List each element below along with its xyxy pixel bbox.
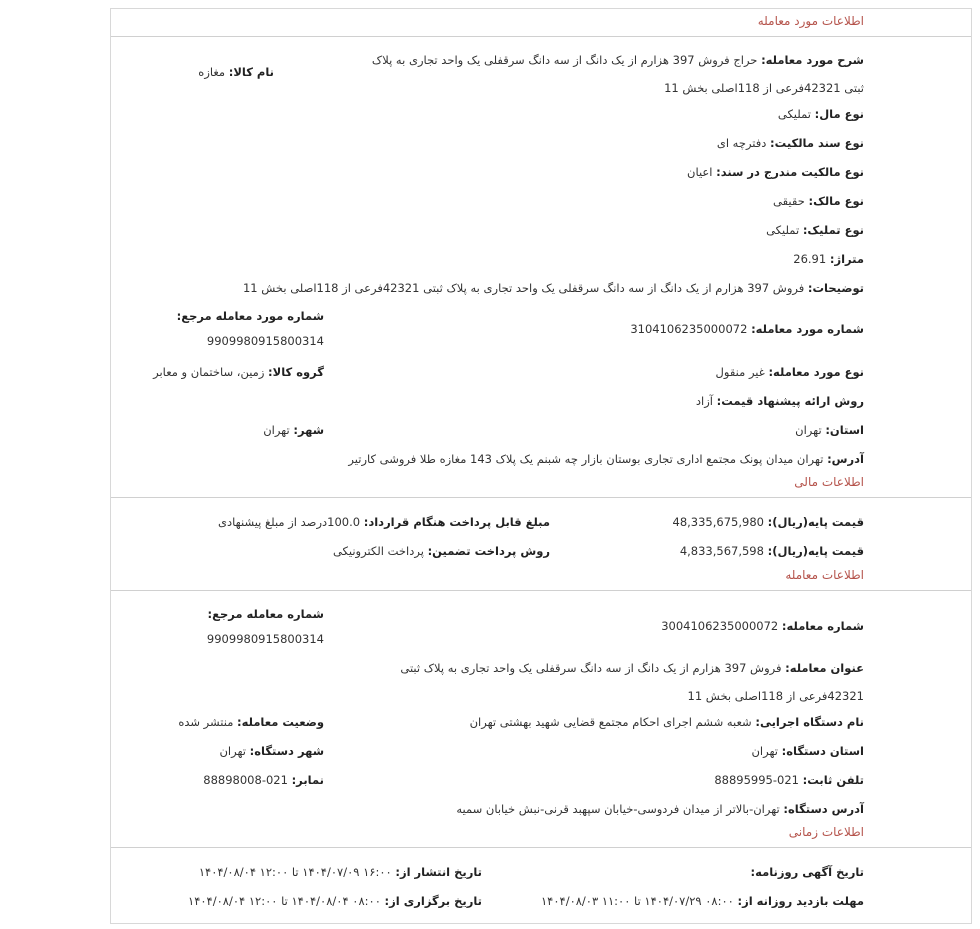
tx-status-value: منتشر شده bbox=[178, 715, 234, 729]
owner-type-value: حقیقی bbox=[773, 194, 805, 208]
item-type-label: نوع مورد معامله: bbox=[768, 365, 864, 379]
deal-number bbox=[630, 319, 864, 339]
newspaper-date bbox=[751, 862, 864, 882]
tx-ref-number-label-text: شماره معامله مرجع: bbox=[207, 607, 324, 621]
visit-window-label: مهلت بازدید روزانه از: bbox=[737, 894, 864, 908]
tx-title-label: عنوان معامله: bbox=[785, 661, 864, 675]
property-type-value: تملیکی bbox=[777, 107, 811, 121]
hold-date bbox=[188, 891, 482, 911]
contract-pay-label: مبلغ قابل پرداخت هنگام قرارداد: bbox=[363, 515, 550, 529]
agency-address-label: آدرس دستگاه: bbox=[783, 802, 864, 816]
agency-city-label: شهر دستگاه: bbox=[249, 744, 324, 758]
agency-province bbox=[751, 741, 864, 761]
deal-number-value: 3104106235000072 bbox=[630, 322, 748, 336]
ownership-doc-label: نوع سند مالکیت: bbox=[770, 136, 864, 150]
possession-type-value: تملیکی bbox=[766, 223, 800, 237]
deal-ref-number-label bbox=[177, 306, 324, 326]
product-name bbox=[198, 62, 274, 82]
section-title-transaction: اطلاعات معامله bbox=[785, 568, 864, 582]
area bbox=[793, 249, 864, 269]
goods-group-value: زمین، ساختمان و معابر bbox=[153, 365, 265, 379]
deal-description bbox=[354, 46, 864, 102]
agency-label: نام دستگاه اجرایی: bbox=[755, 715, 864, 729]
city-label: شهر: bbox=[293, 423, 324, 437]
owner-type bbox=[773, 191, 864, 211]
notes-label: توضیحات: bbox=[807, 281, 864, 295]
property-type bbox=[778, 104, 864, 124]
area-label: متراژ: bbox=[829, 252, 864, 266]
guarantee-method-label: روش پرداخت تضمین: bbox=[427, 544, 550, 558]
tx-status-label: وضعیت معامله: bbox=[237, 715, 324, 729]
visit-window-value: ۰۸:۰۰ ۱۴۰۴/۰۷/۲۹ تا ۱۱:۰۰ ۱۴۰۴/۰۸/۰۳ bbox=[540, 894, 734, 908]
city-value: تهران bbox=[263, 423, 290, 437]
fax bbox=[203, 770, 324, 790]
agency-address bbox=[456, 799, 864, 819]
divider bbox=[111, 847, 971, 848]
property-type-label: نوع مال: bbox=[814, 107, 864, 121]
ownership-doc-value: دفترچه ای bbox=[716, 136, 767, 150]
notes-value: فروش 397 هزارم از یک دانگ از سه دانگ سرقفلی یک واحد تجاری به پلاک ثبتی 42321فرعی از 118اصلی بخش 11 bbox=[242, 281, 805, 295]
price-method-value: آزاد bbox=[695, 394, 713, 408]
section-title-timing: اطلاعات زمانی bbox=[788, 825, 864, 839]
price-method-label: روش ارائه پیشنهاد قیمت: bbox=[716, 394, 864, 408]
section-title-deal-info: اطلاعات مورد معامله bbox=[757, 14, 864, 28]
hold-date-label: تاریخ برگزاری از: bbox=[384, 894, 482, 908]
guarantee-method bbox=[333, 541, 550, 561]
phone-value: 021-88895995 bbox=[714, 773, 799, 787]
deal-ref-number-value: 9909980915800314 bbox=[206, 334, 324, 348]
tx-title-value: فروش 397 هزارم از یک دانگ از سه دانگ سرقفلی یک واحد تجاری به پلاک ثبتی 42321فرعی از 118اصلی بخش 11 bbox=[400, 661, 864, 703]
agency-value: شعبه ششم اجرای احکام مجتمع قضایی شهید بهشتی تهران bbox=[469, 715, 752, 729]
agency-address-value: تهران-بالاتر از میدان فردوسی-خیابان سپهبد قرنی-نبش خیابان سمیه bbox=[456, 802, 780, 816]
address-label: آدرس: bbox=[827, 452, 864, 466]
goods-group-label: گروه کالا: bbox=[268, 365, 324, 379]
base-price-label: قیمت پایه(ریال): bbox=[767, 515, 864, 529]
owner-type-label: نوع مالک: bbox=[808, 194, 864, 208]
deposit bbox=[680, 541, 864, 561]
contract-pay-value: 100.0درصد از مبلغ پیشنهادی bbox=[218, 515, 361, 529]
agency-province-value: تهران bbox=[751, 744, 778, 758]
price-method bbox=[696, 391, 864, 411]
ownership-in-doc-label: نوع مالکیت مندرج در سند: bbox=[716, 165, 864, 179]
divider bbox=[111, 590, 971, 591]
product-name-label: نام کالا: bbox=[228, 65, 274, 79]
fax-label: نمابر: bbox=[291, 773, 324, 787]
notes bbox=[243, 278, 864, 298]
province-value: تهران bbox=[795, 423, 822, 437]
possession-type-label: نوع تملیک: bbox=[802, 223, 864, 237]
divider bbox=[111, 36, 971, 37]
item-type-value: غیر منقول bbox=[715, 365, 765, 379]
tx-status bbox=[178, 712, 324, 732]
tx-number bbox=[661, 616, 864, 636]
ownership-doc bbox=[717, 133, 864, 153]
deposit-label: قیمت پایه(ریال): bbox=[767, 544, 864, 558]
newspaper-date-label: تاریخ آگهی روزنامه: bbox=[750, 865, 864, 879]
deal-ref-number-label-text: شماره مورد معامله مرجع: bbox=[176, 309, 324, 323]
address-value: تهران میدان پونک مجتمع اداری تجاری بوستان بازار چه شبنم یک پلاک 143 مغازه طلا فروشی کارتیر bbox=[348, 452, 824, 466]
deal-description-value: حراج فروش 397 هزارم از یک دانگ از سه دانگ سرقفلی یک واحد تجاری به پلاک ثبتی 42321فرعی از 118اصلی بخش 11 bbox=[371, 53, 864, 95]
deal-number-label: شماره مورد معامله: bbox=[751, 322, 864, 336]
city bbox=[263, 420, 324, 440]
fax-value: 021-88898008 bbox=[203, 773, 288, 787]
divider bbox=[111, 497, 971, 498]
publish-date-value: ۱۶:۰۰ ۱۴۰۴/۰۷/۰۹ تا ۱۲:۰۰ ۱۴۰۴/۰۸/۰۴ bbox=[198, 865, 392, 879]
area-value: 26.91 bbox=[793, 252, 827, 266]
tx-number-label: شماره معامله: bbox=[781, 619, 864, 633]
base-price bbox=[673, 512, 865, 532]
ownership-in-doc-value: اعیان bbox=[687, 165, 713, 179]
publish-date bbox=[199, 862, 482, 882]
ownership-in-doc bbox=[687, 162, 864, 182]
province bbox=[795, 420, 864, 440]
deposit-value: 4,833,567,598 bbox=[679, 544, 764, 558]
contract-pay bbox=[218, 512, 550, 532]
phone bbox=[714, 770, 864, 790]
goods-group bbox=[153, 362, 324, 382]
section-title-financial: اطلاعات مالی bbox=[794, 475, 864, 489]
agency-province-label: استان دستگاه: bbox=[781, 744, 864, 758]
tx-ref-number-label bbox=[208, 604, 325, 624]
agency-city bbox=[219, 741, 324, 761]
base-price-value: 48,335,675,980 bbox=[672, 515, 764, 529]
phone-label: تلفن ثابت: bbox=[802, 773, 864, 787]
deal-description-label: شرح مورد معامله: bbox=[761, 53, 864, 67]
hold-date-value: ۰۸:۰۰ ۱۴۰۴/۰۸/۰۴ تا ۱۲:۰۰ ۱۴۰۴/۰۸/۰۴ bbox=[188, 894, 381, 908]
guarantee-method-value: پرداخت الکترونیکی bbox=[332, 544, 424, 558]
tx-title bbox=[359, 654, 864, 710]
agency bbox=[470, 712, 864, 732]
tx-number-value: 3004106235000072 bbox=[661, 619, 779, 633]
possession-type bbox=[766, 220, 864, 240]
item-type bbox=[716, 362, 864, 382]
agency-city-value: تهران bbox=[219, 744, 246, 758]
tx-ref-number-value: 9909980915800314 bbox=[206, 632, 324, 646]
address bbox=[348, 449, 864, 469]
province-label: استان: bbox=[825, 423, 864, 437]
visit-window bbox=[541, 891, 864, 911]
product-name-value: مغازه bbox=[198, 65, 226, 79]
publish-date-label: تاریخ انتشار از: bbox=[395, 865, 482, 879]
